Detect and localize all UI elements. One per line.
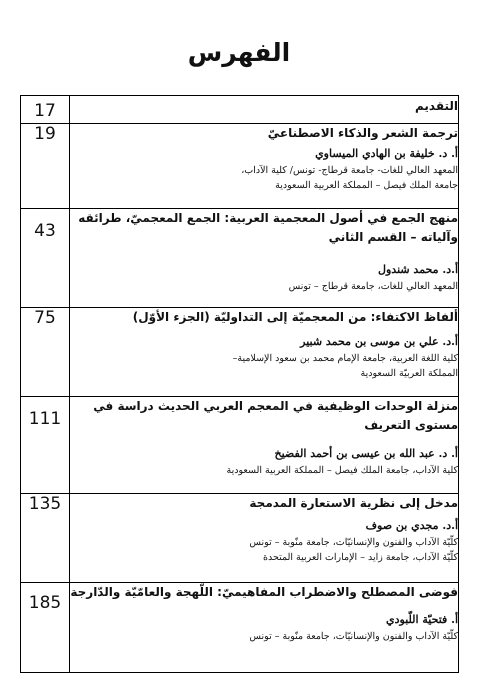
entry-affiliation-line: كلّيّة الآداب، جامعة زايد – الإمارات العربية المتحدة <box>262 552 458 563</box>
page-number: 43 <box>21 209 70 308</box>
table-of-contents <box>20 95 459 673</box>
entry-author: أ.د. محمد شندول <box>377 263 458 276</box>
entry-author: أ.د. مجدي بن صوف <box>365 519 458 532</box>
entry-affiliation-line: كلية اللغة العربية، جامعة الإمام محمد بن سعود الإسلامية– <box>232 353 458 364</box>
toc-entry <box>21 96 459 124</box>
entry-author: أ. د. عبد الله بن عيسى بن أحمد الفضيخ <box>274 447 458 460</box>
page-number: 17 <box>21 96 70 124</box>
entry-author: أ. د. خليفة بن الهادي الميساوي <box>315 147 458 160</box>
page-number: 75 <box>21 308 70 397</box>
entry-title: فوضى المصطلح والاضطراب المفاهيميّ: اللّهجة والعامّيّة والدّارجة <box>70 585 458 599</box>
entry-cell <box>70 96 459 124</box>
page-number: 135 <box>21 494 70 583</box>
entry-affiliation-line: المعهد العالي للغات- جامعة قرطاج- تونس/ كلية الآداب، <box>241 165 458 176</box>
entry-affiliation-line: كلّيّة الآداب والفنون والإنسانيّات، جامعة منّوبة – تونس <box>249 631 458 642</box>
page-number: 185 <box>21 583 70 673</box>
entry-title: مدخل إلى نظرية الاستعارة المدمجة <box>249 496 458 510</box>
entry-title: ألفاظ الاكتفاء: من المعجميّة إلى التداوليّة (الجزء الأوّل) <box>132 310 458 324</box>
entry-title: ترجمة الشعر والذكاء الاصطناعيّ <box>267 126 458 140</box>
toc-entry <box>21 209 459 308</box>
entry-cell <box>70 308 459 397</box>
entry-title: منهج الجمع في أصول المعجمية العربية: الجمع المعجميّ، طرائقه وآلياته – القسم الثاني <box>78 211 458 244</box>
entry-affiliation-line: المعهد العالي للغات، جامعة قرطاج – تونس <box>288 281 458 292</box>
toc-entry <box>21 308 459 397</box>
entry-cell <box>70 124 459 209</box>
page-number: 19 <box>21 124 70 209</box>
entry-affiliation-line: جامعة الملك فيصل – المملكة العربية السعودية <box>275 180 458 191</box>
entry-affiliation-line: كلية الآداب، جامعة الملك فيصل – المملكة العربية السعودية <box>226 465 458 476</box>
page-title: الفهرس <box>187 38 291 67</box>
toc-entry <box>21 583 459 673</box>
entry-title: منزلة الوحدات الوظيفية في المعجم العربي الحديث دراسة في مستوى التعريف <box>93 399 458 432</box>
toc-entry <box>21 397 459 494</box>
entry-cell <box>70 209 459 308</box>
entry-author: أ.د. علي بن موسى بن محمد شبير <box>300 335 458 348</box>
entry-cell <box>70 583 459 673</box>
page-number: 111 <box>21 397 70 494</box>
toc-entry <box>21 124 459 209</box>
entry-author: أ. فتحيّة اللّبودي <box>386 613 458 626</box>
entry-affiliation-line: كلّيّة الآداب والفنون والإنسانيّات، جامعة منّوبة – تونس <box>249 537 458 548</box>
entry-affiliation-line: المملكة العربيّة السعودية <box>360 368 458 379</box>
entry-cell <box>70 397 459 494</box>
entry-title: التقديم <box>414 99 458 113</box>
toc-entry <box>21 494 459 583</box>
entry-cell <box>70 494 459 583</box>
